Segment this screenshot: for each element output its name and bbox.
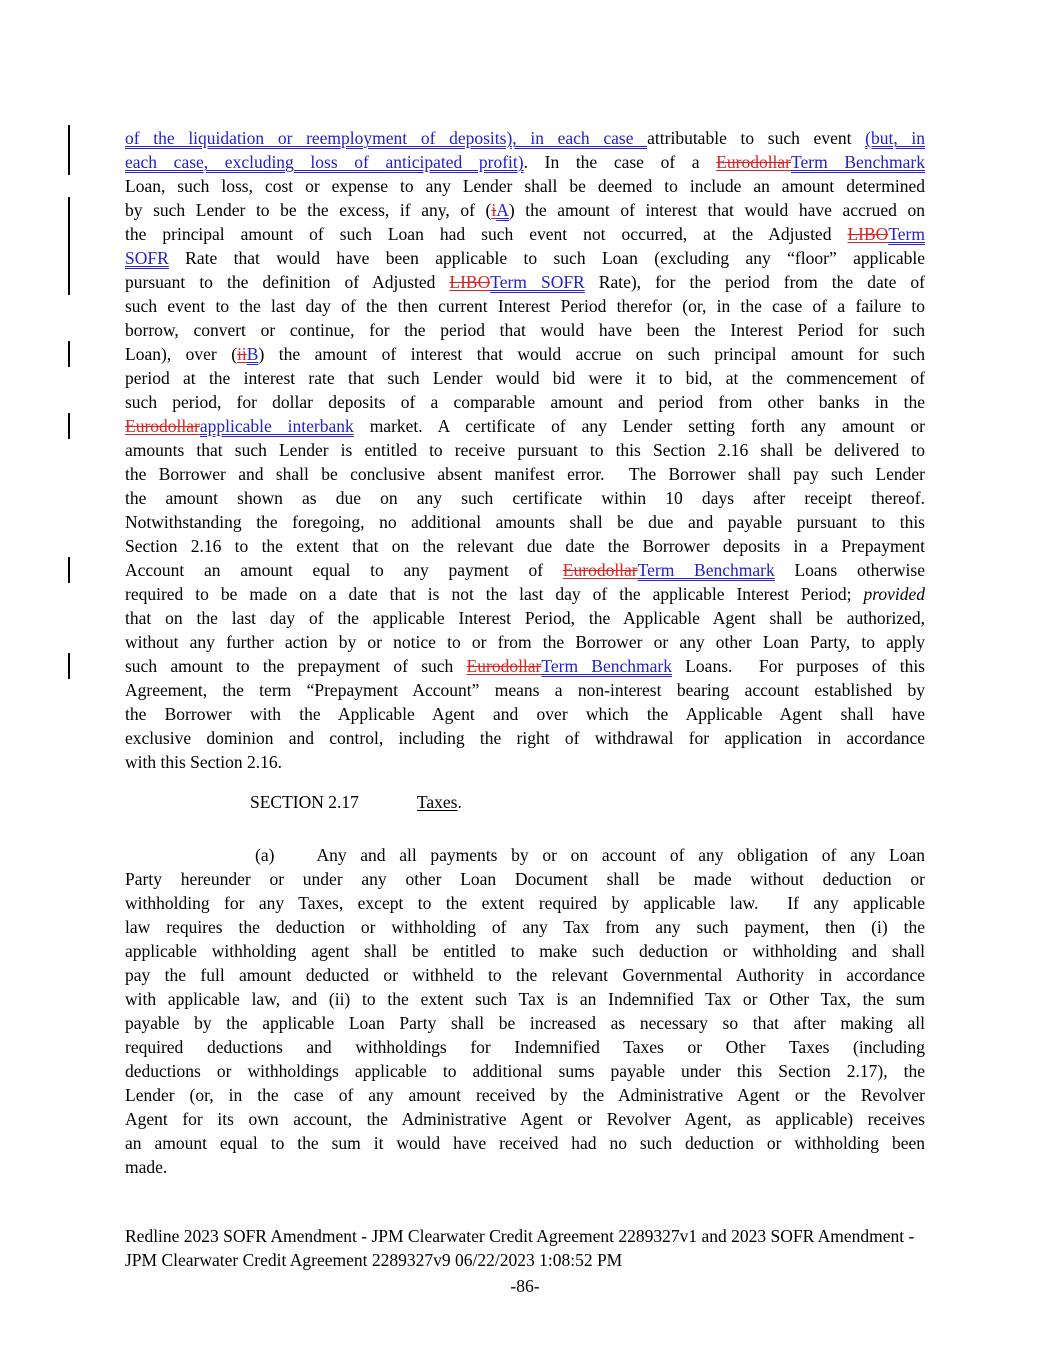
text-line (125, 987, 925, 1011)
text-run: the principal amount of such Loan had such event not occurred, at the Adjusted (125, 224, 848, 244)
text-line (125, 1131, 925, 1155)
text-run: pay the full amount deducted or withheld to the relevant Governmental Authority in accordance (125, 965, 925, 985)
text-line (125, 1035, 925, 1059)
text-run: required to be made on a date that is not the last day of the applicable Interest Period; (125, 584, 864, 604)
text-run: the amount shown as due on any such certificate within 10 days after receipt thereof. (125, 488, 925, 508)
italic-text: provided (863, 584, 925, 604)
text-line (125, 654, 925, 678)
text-line (125, 843, 925, 867)
text-run: Loan), over ( (125, 344, 238, 364)
text-run: required deductions and withholdings for Indemnified Taxes or Other Taxes (including (125, 1037, 925, 1057)
text-run: with this Section 2.16. (125, 752, 283, 772)
text-line (125, 558, 925, 582)
deleted-text: Eurodollar (716, 152, 792, 172)
text-line (125, 582, 925, 606)
text-run: Account an amount equal to any payment of (125, 560, 563, 580)
text-run: an amount equal to the sum it would have received had no such deduction or withholding been (125, 1133, 925, 1153)
inserted-text: Term SOFR (490, 272, 585, 292)
text-run: . (457, 792, 462, 812)
text-line (125, 1059, 925, 1083)
text-line (125, 462, 925, 486)
text-run: Notwithstanding the foregoing, no additional amounts shall be due and payable pursuant to this (125, 512, 925, 532)
text-line (125, 246, 925, 270)
text-line (125, 342, 925, 366)
text-line (125, 366, 925, 390)
section-heading (125, 790, 925, 814)
text-run: pursuant to the definition of Adjusted (125, 272, 450, 292)
text-run: SECTION 2.17 (250, 792, 359, 812)
text-run: withholding for any Taxes, except to the extent required by applicable law. If any applicable (125, 893, 925, 913)
text-line (125, 915, 925, 939)
inserted-text: Term Benchmark (637, 560, 775, 580)
text-run: (a) (255, 845, 275, 865)
text-run: ) the amount of interest that would have accrued on (508, 200, 925, 220)
text-run: amounts that such Lender is entitled to receive pursuant to this Section 2.16 shall be delivered to (125, 440, 925, 460)
text-run: Rate), for the period from the date of (584, 272, 926, 292)
text-line (125, 606, 925, 630)
text-line (125, 534, 925, 558)
text-line (125, 726, 925, 750)
text-line (125, 939, 925, 963)
inserted-text: A (496, 200, 509, 220)
document-body (125, 126, 925, 1179)
text-line (125, 174, 925, 198)
text-run: ) the amount of interest that would accrue on such principal amount for such (258, 344, 925, 364)
text-line (125, 1083, 925, 1107)
text-run: market. A certificate of any Lender setting forth any amount or (353, 416, 925, 436)
deleted-text: Eurodollar (466, 656, 542, 676)
text-line (125, 150, 925, 174)
text-run: such period, for dollar deposits of a comparable amount and period from other banks in the (125, 392, 925, 412)
footer-line-1: Redline 2023 SOFR Amendment - JPM Clearwater Credit Agreement 2289327v1 and 2023 SOFR Amendment - (125, 1226, 915, 1246)
text-run: Loans otherwise (774, 560, 925, 580)
inserted-text: Term Benchmark (541, 656, 672, 676)
text-run: Any and all payments by or on account of any obligation of any Loan (316, 845, 925, 865)
text-line (125, 270, 925, 294)
text-run: Lender (or, in the case of any amount received by the Administrative Agent or the Revolver (125, 1085, 925, 1105)
footer-line-2: JPM Clearwater Credit Agreement 2289327v9 06/22/2023 1:08:52 PM (125, 1250, 623, 1270)
deleted-text: LIBO (449, 272, 491, 292)
text-run: that on the last day of the applicable Interest Period, the Applicable Agent shall be authorized, (125, 608, 925, 628)
text-run: by such Lender to be the excess, if any, of ( (125, 200, 492, 220)
tab-spacer (274, 843, 316, 867)
text-run: borrow, convert or continue, for the period that would have been the Interest Period for such (125, 320, 925, 340)
deleted-text: i (491, 200, 497, 220)
text-run: with applicable law, and (ii) to the extent such Tax is an Indemnified Tax or Other Tax, the sum (125, 989, 925, 1009)
text-run: without any further action by or notice to or from the Borrower or any other Loan Party, to apply (125, 632, 925, 652)
text-run: exclusive dominion and control, including the right of withdrawal for application in accordance (125, 728, 925, 748)
text-line (125, 1155, 925, 1179)
inserted-text: Term (888, 224, 925, 244)
page-number: -86- (510, 1276, 540, 1296)
text-line (125, 1107, 925, 1131)
text-line (125, 702, 925, 726)
text-line (125, 126, 925, 150)
text-line (125, 963, 925, 987)
text-run: Party hereunder or under any other Loan Document shall be made without deduction or (125, 869, 925, 889)
text-run: Section 2.16 to the extent that on the relevant due date the Borrower deposits in a Prepayment (125, 536, 925, 556)
text-line (125, 294, 925, 318)
inserted-text: Term Benchmark (791, 152, 925, 172)
text-line (125, 510, 925, 534)
text-run: such event to the last day of the then current Interest Period therefor (or, in the case of a failure to (125, 296, 925, 316)
text-line (125, 750, 925, 774)
text-run: Rate that would have been applicable to such Loan (excluding any “floor” applicable (168, 248, 925, 268)
tab-spacer (359, 790, 417, 814)
text-run: the Borrower with the Applicable Agent and over which the Applicable Agent shall have (125, 704, 925, 724)
text-run: law requires the deduction or withholding of any Tax from any such payment, then (i) the (125, 917, 925, 937)
redline-paragraph (125, 126, 925, 774)
deleted-text: Eurodollar (125, 416, 200, 436)
text-run: made. (125, 1157, 168, 1177)
text-line (125, 318, 925, 342)
text-run: Loan, such loss, cost or expense to any Lender shall be deemed to include an amount determined (125, 176, 925, 196)
page-footer (125, 1224, 925, 1298)
text-line (125, 198, 925, 222)
text-run: deductions or withholdings applicable to additional sums payable under this Section 2.17), the (125, 1061, 925, 1081)
inserted-text: B (246, 344, 259, 364)
text-run: the Borrower and shall be conclusive absent manifest error. The Borrower shall pay such Lender (125, 464, 925, 484)
text-run: period at the interest rate that such Lender would bid were it to bid, at the commencement of (125, 368, 925, 388)
text-line (125, 790, 925, 814)
text-run: applicable withholding agent shall be entitled to make such deduction or withholding and shall (125, 941, 925, 961)
text-line (125, 390, 925, 414)
text-line (125, 891, 925, 915)
inserted-text: of the liquidation or reemployment of deposits), in each case (125, 128, 648, 148)
text-run: Agreement, the term “Prepayment Account” means a non-interest bearing account established by (125, 680, 925, 700)
text-run: attributable to such event (647, 128, 866, 148)
deleted-text: LIBO (847, 224, 889, 244)
text-run: Loans. For purposes of this (671, 656, 925, 676)
inserted-text: applicable interbank (199, 416, 354, 436)
text-line (125, 678, 925, 702)
inserted-text: (but, in (865, 128, 925, 148)
text-line (125, 1011, 925, 1035)
deleted-text: Eurodollar (562, 560, 638, 580)
taxes-paragraph (125, 843, 925, 1179)
text-line (125, 438, 925, 462)
text-line (125, 486, 925, 510)
text-run: such amount to the prepayment of such (125, 656, 467, 676)
inserted-text: each case, excluding loss of anticipated profit) (125, 152, 524, 172)
text-run: Agent for its own account, the Administrative Agent or Revolver Agent, as applicable) receives (125, 1109, 925, 1129)
deleted-text: ii (237, 344, 247, 364)
text-line (125, 414, 925, 438)
inserted-text: SOFR (125, 248, 169, 268)
underlined-text: Taxes (416, 792, 458, 812)
text-line (125, 222, 925, 246)
text-line (125, 867, 925, 891)
text-run: . In the case of a (523, 152, 717, 172)
text-line (125, 630, 925, 654)
text-run: payable by the applicable Loan Party shall be increased as necessary so that after making all (125, 1013, 925, 1033)
